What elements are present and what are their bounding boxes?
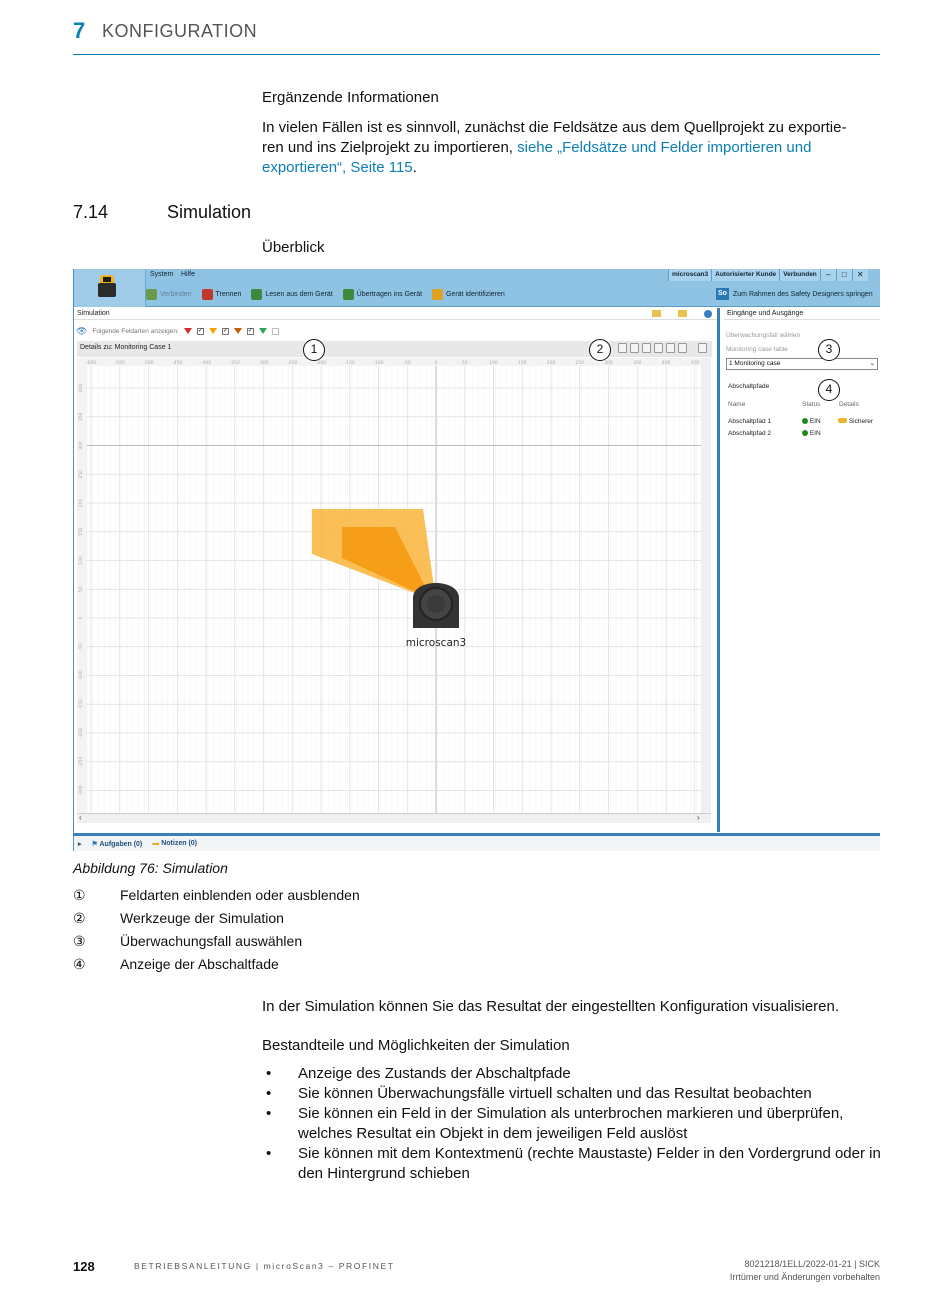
x-tick-label: -450 [172, 361, 183, 366]
field-checkbox-1[interactable]: ✓ [197, 327, 203, 334]
safe-state-icon [838, 418, 847, 423]
col-name: Name [728, 401, 746, 408]
list-item: • Sie können ein Feld in der Simulation als unterbrochen markieren und überprüfen, welches Resultat ein Objekt in dem jeweiligen Feld auslöst [262, 1104, 882, 1144]
menu-help[interactable]: Hilfe [181, 271, 196, 278]
cross-reference-link[interactable]: siehe „Feldsätze und Felder importieren und [517, 139, 812, 156]
overview-heading: Überblick [262, 239, 325, 256]
document-title: BETRIEBSANLEITUNG | microScan3 – PROFINET [134, 1261, 395, 1271]
monitoring-select-label: Überwachungsfall wählen [726, 332, 801, 339]
y-tick-label: 300 [79, 441, 84, 450]
disconnect-icon [202, 289, 213, 300]
doc-id: 8021218/1ELL/2022-01-21 | SICK [744, 1259, 880, 1269]
field-types-label: Folgende Feldarten anzeigen: [92, 327, 179, 335]
x-tick-label: 200 [546, 361, 556, 366]
eye-icon: 👁 [76, 325, 88, 336]
page-number: 128 [73, 1259, 95, 1274]
x-tick-label: -550 [114, 361, 125, 366]
y-tick-label: 200 [79, 498, 84, 508]
device-tab[interactable]: microscan3 [668, 269, 711, 281]
y-tick-label: -100 [79, 670, 84, 681]
header-rule [73, 54, 880, 55]
x-tick-label: 250 [575, 361, 585, 366]
x-tick-label: -250 [287, 361, 298, 366]
list-item: • Sie können mit dem Kontextmenü (rechte Maustaste) Felder in den Vordergrund oder in den Hintergrund schieben [262, 1144, 882, 1184]
warning-field-2-icon [234, 328, 242, 334]
transfer-icon [343, 289, 354, 300]
info-line-3: exportieren“, Seite 115. [262, 159, 417, 176]
x-tick-label: -50 [403, 361, 411, 366]
chapter-number: 7 [73, 18, 86, 43]
io-pane [724, 308, 880, 832]
disconnect-button[interactable]: Trennen [202, 287, 242, 301]
simulation-grid[interactable] [77, 358, 711, 813]
main-toolbar [146, 287, 505, 301]
user-level-tab[interactable]: Autorisierter Kunde [711, 269, 779, 281]
pane-tool-icons [652, 309, 712, 319]
y-tick-label: -250 [79, 756, 84, 767]
menu-system[interactable]: System [150, 271, 174, 278]
x-tick-label: 400 [661, 361, 671, 366]
path-1-status: EIN [802, 418, 821, 425]
figure-caption: Abbildung 76: Simulation [73, 860, 228, 876]
y-tick-label: -50 [79, 643, 84, 651]
x-tick-label: 50 [461, 361, 468, 366]
x-tick-label: -600 [85, 361, 97, 366]
list-item: • Sie können Überwachungsfälle virtuell schalten und das Resultat beobachten [262, 1084, 882, 1104]
status-on-icon [802, 418, 808, 424]
paths-title: Abschaltpfade [728, 383, 770, 390]
lightning-icon[interactable] [618, 343, 627, 353]
field-checkbox-3[interactable]: ✓ [247, 327, 253, 334]
flag-icon: ⚑ [91, 840, 98, 848]
section-number: 7.14 [73, 202, 109, 222]
x-tick-label: 300 [604, 361, 613, 366]
minimize-button[interactable]: – [820, 269, 836, 281]
scroll-right-icon[interactable]: › [697, 813, 700, 822]
status-on-icon [802, 430, 808, 436]
simulation-screenshot [73, 269, 880, 851]
y-tick-label: 0 [79, 616, 84, 620]
y-tick-label: -200 [79, 727, 84, 739]
x-tick-label: 350 [632, 361, 642, 366]
window-status-tabs [668, 269, 868, 281]
details-bar [77, 341, 712, 357]
path-2-name: Abschaltpfad 2 [728, 430, 772, 437]
components-title: Bestandteile und Möglichkeiten der Simulation [262, 1037, 570, 1054]
export-icon[interactable] [698, 343, 707, 353]
cross-reference-link-cont[interactable]: exportieren“, Seite 115 [262, 159, 413, 176]
footer-info [730, 1258, 880, 1284]
field-checkbox-2[interactable]: ✓ [222, 327, 228, 334]
disclaimer: Irrtümer und Änderungen vorbehalten [729, 1272, 880, 1282]
connect-button[interactable]: Verbinden [146, 287, 192, 301]
y-tick-label: 250 [79, 469, 84, 479]
x-tick-label: 0 [434, 361, 438, 366]
monitoring-table-label: Monitoring case table [726, 346, 788, 353]
horizontal-scrollbar[interactable] [77, 813, 711, 823]
col-details: Details [839, 401, 859, 408]
components-list [262, 1064, 882, 1184]
scanner-logo-icon [74, 269, 146, 307]
scroll-left-icon[interactable]: ‹ [79, 813, 82, 822]
y-tick-label: -150 [79, 699, 84, 710]
detection-field-icon [259, 328, 267, 334]
callout-1: 1 [303, 339, 325, 361]
section-title: Simulation [167, 202, 252, 222]
y-tick-label: 400 [79, 383, 84, 393]
close-button[interactable]: ✕ [852, 269, 868, 281]
y-tick-label: 50 [79, 586, 84, 593]
connection-tab[interactable]: Verbunden [779, 269, 820, 281]
x-tick-label: -100 [373, 361, 384, 366]
field-types-row [76, 325, 279, 337]
zoom-in-icon[interactable] [642, 343, 651, 353]
info-line-1: In vielen Fällen ist es sinnvoll, zunächst die Feldsätze aus dem Quellprojekt zu exportie- [262, 119, 847, 136]
transfer-device-button[interactable]: Übertragen ins Gerät [343, 287, 422, 301]
simulation-pane-title: Simulation [74, 308, 717, 320]
identify-icon [432, 289, 443, 300]
notes-tab[interactable]: ▬ Notizen (0) [152, 840, 197, 847]
y-tick-label: 350 [79, 412, 84, 422]
chevron-down-icon: ⌄ [869, 360, 875, 367]
x-tick-label: -300 [258, 361, 269, 366]
callout-3: 3 [818, 339, 840, 361]
chapter-title: KONFIGURATION [102, 21, 258, 41]
simulation-pane [74, 308, 720, 832]
tasks-tab[interactable]: ⚑ Aufgaben (0) [91, 840, 143, 848]
zoom-out-icon[interactable] [654, 343, 663, 353]
bottom-bar [74, 833, 880, 851]
protective-field-icon [184, 328, 192, 334]
callout-4: 4 [818, 379, 840, 401]
field-checkbox-4[interactable] [272, 328, 279, 335]
simulation-tools [618, 343, 707, 353]
x-tick-label: 150 [517, 361, 527, 366]
zoom-fit-icon[interactable] [666, 343, 675, 353]
device-logo [74, 269, 146, 307]
x-tick-label: 100 [489, 361, 498, 366]
col-status: Status [802, 401, 821, 408]
x-tick-label: -350 [229, 361, 240, 366]
path-2-status: EIN [802, 430, 821, 437]
info-line-2: ren und ins Zielprojekt zu importieren, siehe „Feldsätze und Felder importieren und [262, 139, 812, 156]
microscan3-device [413, 583, 459, 628]
read-device-button[interactable]: Lesen aus dem Gerät [251, 287, 332, 301]
info-text [262, 118, 882, 178]
safety-designer-button[interactable]: So Zum Rahmen des Safety Designers springen [716, 288, 873, 300]
app-title-bar [74, 269, 880, 307]
callout-2: 2 [589, 339, 611, 361]
monitoring-case-select[interactable]: 1 Monitoring case ⌄ [726, 358, 878, 370]
y-tick-label: 100 [79, 556, 84, 565]
pan-hand-icon[interactable] [630, 343, 639, 353]
connect-icon [146, 289, 157, 300]
zoom-area-icon[interactable] [678, 343, 687, 353]
identify-device-button[interactable]: Gerät identifizieren [432, 287, 505, 301]
intro-text: In der Simulation können Sie das Resultat der eingestellten Konfiguration visualisieren. [262, 998, 840, 1015]
x-tick-label: -150 [344, 361, 355, 366]
x-tick-label: -400 [200, 361, 212, 366]
details-label: Details zu: Monitoring Case 1 [80, 344, 172, 351]
x-tick-label: -500 [143, 361, 154, 366]
read-icon [251, 289, 262, 300]
x-tick-label: -200 [315, 361, 327, 366]
device-label: microscan3 [405, 637, 467, 649]
expand-icon[interactable]: ▸ [78, 840, 82, 848]
path-1-name: Abschaltpfad 1 [728, 418, 772, 425]
warning-field-icon [209, 328, 217, 334]
io-pane-title: Eingänge und Ausgänge [724, 308, 880, 320]
x-tick-label: 450 [690, 361, 700, 366]
y-tick-label: 150 [79, 527, 84, 537]
path-1-details: Sicherer [838, 418, 873, 425]
list-item: • Anzeige des Zustands der Abschaltpfade [262, 1064, 882, 1084]
y-tick-label: -300 [79, 785, 84, 796]
info-title: Ergänzende Informationen [262, 89, 439, 106]
maximize-button[interactable]: □ [836, 269, 852, 281]
note-icon: ▬ [152, 840, 160, 847]
so-icon: So [716, 288, 729, 300]
